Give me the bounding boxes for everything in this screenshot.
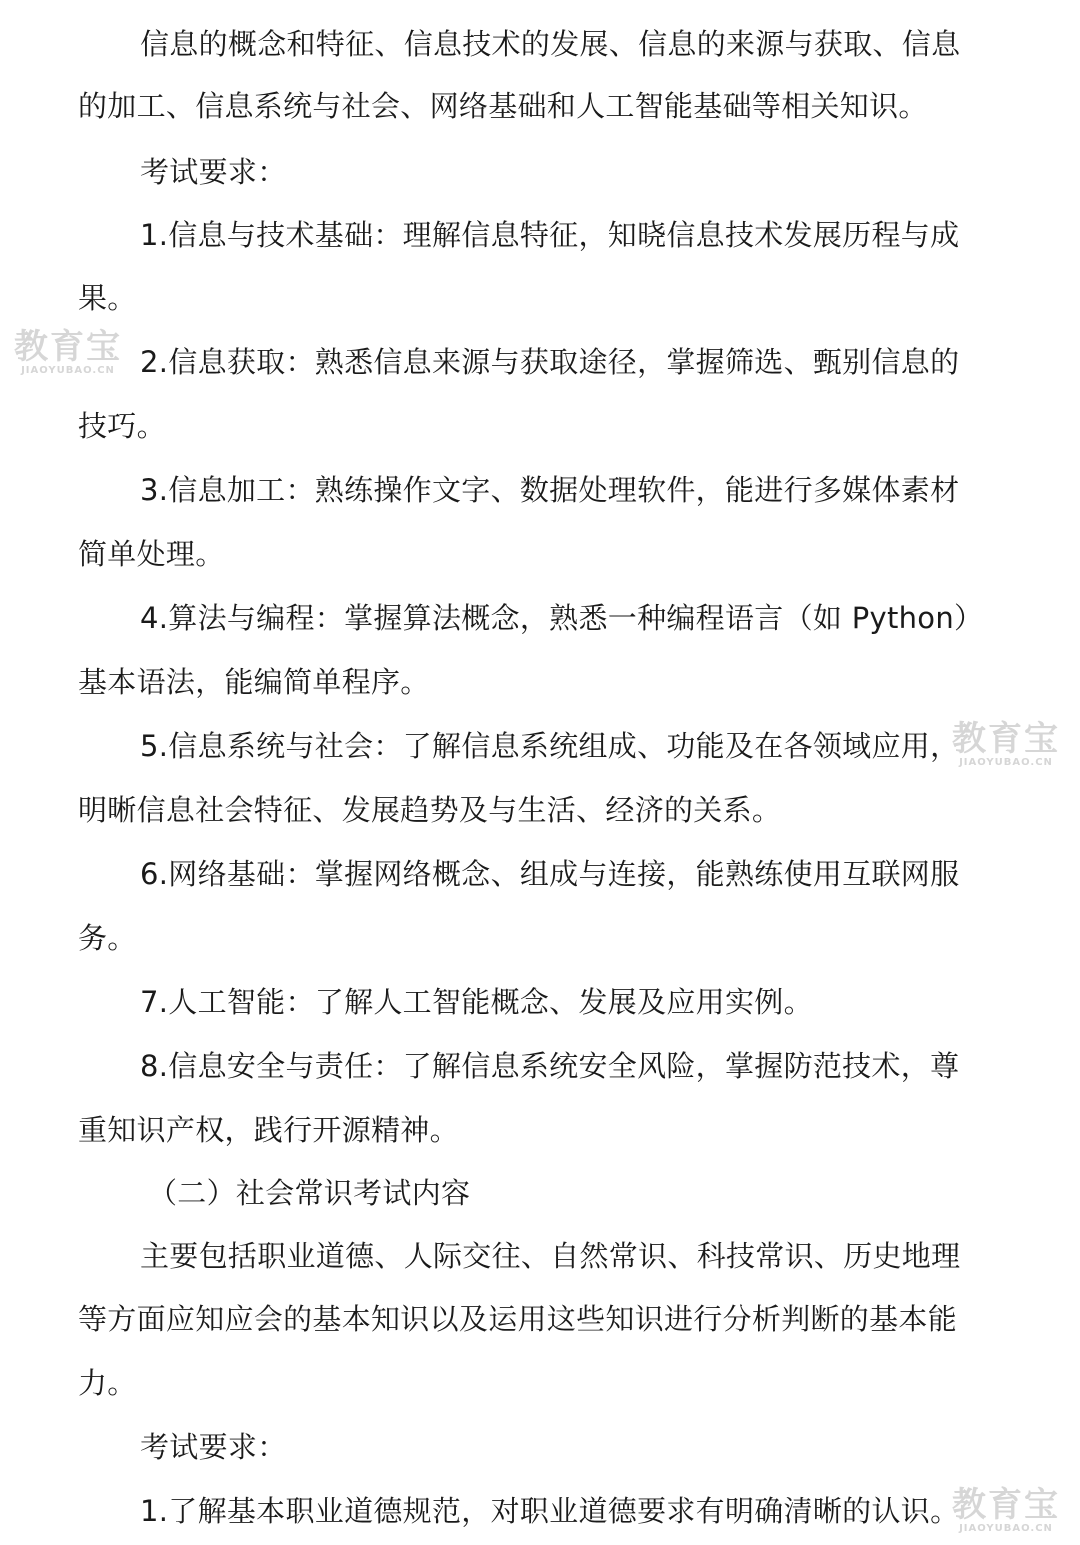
paragraph-line: 信息的概念和特征、信息技术的发展、信息的来源与获取、信息 [140,27,961,61]
list-item: 1.了解基本职业道德规范，对职业道德要求有明确清晰的认识。 [140,1494,960,1528]
list-item-continuation: 务。 [78,921,137,955]
subsection-heading: （二）社会常识考试内容 [148,1176,471,1210]
list-item: 1.信息与技术基础：理解信息特征，知晓信息技术发展历程与成 [140,218,960,252]
paragraph-line: 力。 [78,1366,137,1400]
list-item-continuation: 明晰信息社会特征、发展趋势及与生活、经济的关系。 [78,793,782,827]
section-heading: 考试要求： [140,1430,287,1464]
list-item-continuation: 基本语法，能编简单程序。 [78,665,430,699]
list-item: 6.网络基础：掌握网络概念、组成与连接，能熟练使用互联网服 [140,857,960,891]
list-item: 4.算法与编程：掌握算法概念，熟悉一种编程语言（如 Python） [140,601,984,635]
list-item: 3.信息加工：熟练操作文字、数据处理软件，能进行多媒体素材 [140,473,960,507]
list-item: 5.信息系统与社会：了解信息系统组成、功能及在各领域应用， [140,729,960,763]
list-item: 7.人工智能：了解人工智能概念、发展及应用实例。 [140,985,813,1019]
list-item: 2.信息获取：熟悉信息来源与获取途径，掌握筛选、甄别信息的 [140,345,960,379]
list-item-continuation: 简单处理。 [78,537,225,571]
paragraph-line: 主要包括职业道德、人际交往、自然常识、科技常识、历史地理 [140,1239,961,1273]
list-item-continuation: 技巧。 [78,409,166,443]
section-heading: 考试要求： [140,155,287,189]
list-item-continuation: 重知识产权，践行开源精神。 [78,1113,459,1147]
watermark-logo: 教育宝 JIAOYUBAO.CN [952,1485,1060,1534]
list-item-continuation: 果。 [78,281,137,315]
list-item: 8.信息安全与责任：了解信息系统安全风险，掌握防范技术，尊 [140,1049,960,1083]
paragraph-line: 等方面应知应会的基本知识以及运用这些知识进行分析判断的基本能 [78,1302,958,1336]
watermark-logo: 教育宝 JIAOYUBAO.CN [14,327,122,376]
watermark-logo: 教育宝 JIAOYUBAO.CN [952,719,1060,768]
paragraph-line: 的加工、信息系统与社会、网络基础和人工智能基础等相关知识。 [78,89,928,123]
